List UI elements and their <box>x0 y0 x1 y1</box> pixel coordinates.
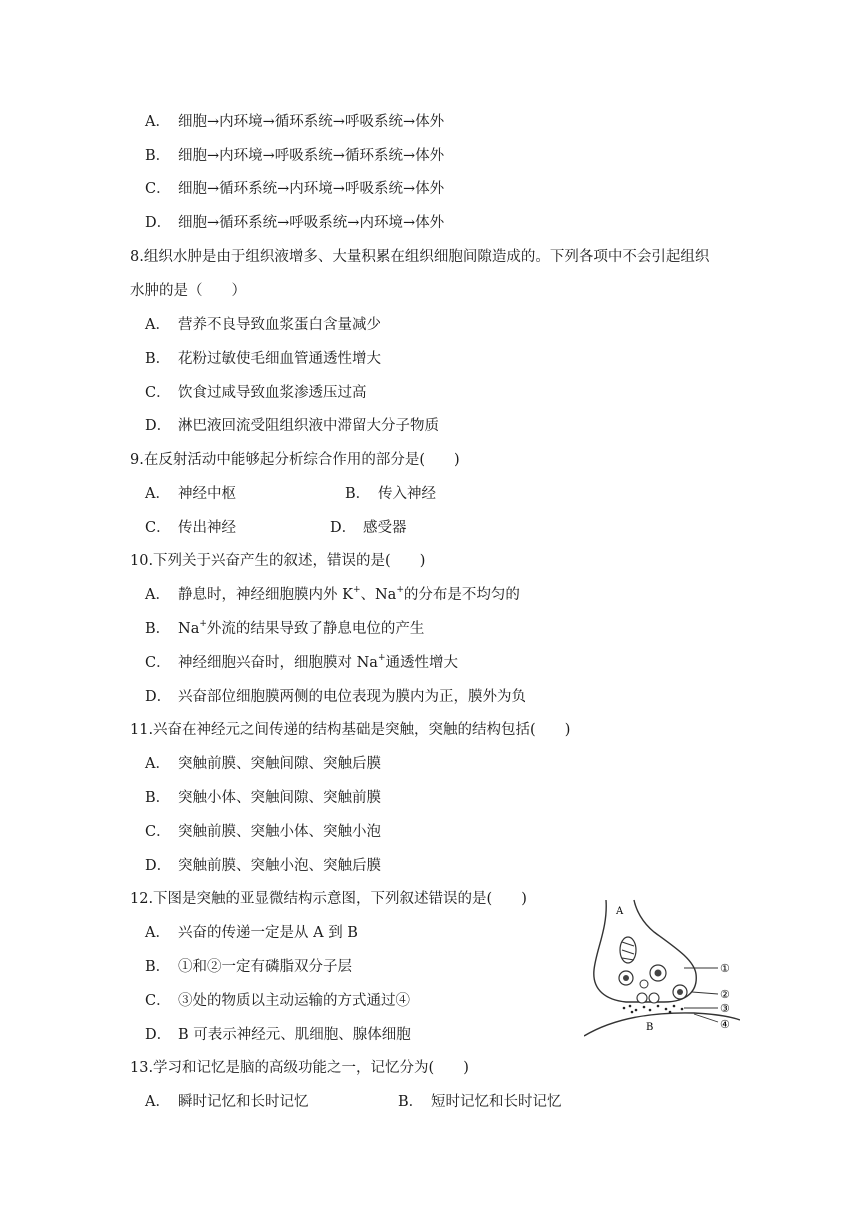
q8-stem-line2: 水肿的是（ ） <box>130 283 246 299</box>
q11-option-c: C． 突触前膜、突触小体、突触小泡 <box>145 824 381 840</box>
q8-stem-line1: 8.组织水肿是由于组织液增多、大量积累在组织细胞间隙造成的。下列各项中不会引起组织 <box>130 249 710 265</box>
mark-2: ② <box>720 988 730 1001</box>
q10-option-b: B． Na+外流的结果导致了静息电位的产生 <box>145 619 425 637</box>
q10-option-d: D． 兴奋部位细胞膜两侧的电位表现为膜内为正，膜外为负 <box>145 689 526 705</box>
mark-1: ① <box>720 962 730 975</box>
neurotransmitter-dots <box>623 1005 684 1014</box>
q8-option-c: C． 饮食过咸导致血浆渗透压过高 <box>145 385 367 401</box>
q7-option-d: D． 细胞→循环系统→呼吸系统→内环境→体外 <box>145 215 445 231</box>
q11-option-a: A． 突触前膜、突触间隙、突触后膜 <box>145 756 381 772</box>
q13-option-a: A． 瞬时记忆和长时记忆 <box>145 1094 309 1110</box>
q9-option-d: D． 感受器 <box>330 520 407 536</box>
q10-option-a: A． 静息时，神经细胞膜内外 K+、Na+的分布是不均匀的 <box>145 585 520 603</box>
label-b: B <box>646 1022 654 1033</box>
q11-option-d: D． 突触前膜、突触小泡、突触后膜 <box>145 858 381 874</box>
q9-option-b: B． 传入神经 <box>345 486 436 502</box>
q12-option-d: D． B 可表示神经元、肌细胞、腺体细胞 <box>145 1027 411 1043</box>
q7-option-c: C． 细胞→循环系统→内环境→呼吸系统→体外 <box>145 181 445 197</box>
synaptic-vesicle <box>649 993 659 1003</box>
postsynaptic-membrane <box>584 1013 740 1036</box>
q11-option-b: B． 突触小体、突触间隙、突触前膜 <box>145 790 381 806</box>
q12-option-c: C． ③处的物质以主动运输的方式通过④ <box>145 993 410 1009</box>
q11-stem: 11.兴奋在神经元之间传递的结构基础是突触，突触的结构包括( ) <box>130 722 571 738</box>
q12-stem: 12.下图是突触的亚显微结构示意图，下列叙述错误的是( ) <box>130 891 527 907</box>
mark-4: ④ <box>720 1018 730 1031</box>
mark-3: ③ <box>720 1002 730 1015</box>
q7-option-a: A． 细胞→内环境→循环系统→呼吸系统→体外 <box>145 114 445 130</box>
q8-option-b: B． 花粉过敏使毛细血管通透性增大 <box>145 351 381 367</box>
q10-stem: 10.下列关于兴奋产生的叙述，错误的是( ) <box>130 553 426 569</box>
q8-option-d: D． 淋巴液回流受阻组织液中滞留大分子物质 <box>145 418 439 434</box>
synapse-diagram <box>584 898 740 1040</box>
synaptic-vesicle <box>637 993 647 1003</box>
q13-stem: 13.学习和记忆是脑的高级功能之一，记忆分为( ) <box>130 1060 469 1076</box>
q12-option-b: B． ①和②一定有磷脂双分子层 <box>145 959 352 975</box>
q13-option-b: B． 短时记忆和长时记忆 <box>398 1094 562 1110</box>
q12-option-a: A． 兴奋的传递一定是从 A 到 B <box>145 925 358 941</box>
q9-option-a: A． 神经中枢 <box>145 486 236 502</box>
q9-stem: 9.在反射活动中能够起分析综合作用的部分是( ) <box>130 452 460 468</box>
q9-option-c: C． 传出神经 <box>145 520 236 536</box>
q10-option-c: C． 神经细胞兴奋时，细胞膜对 Na+通透性增大 <box>145 653 458 671</box>
q7-option-b: B． 细胞→内环境→呼吸系统→循环系统→体外 <box>145 148 445 164</box>
q8-option-a: A． 营养不良导致血浆蛋白含量减少 <box>145 317 381 333</box>
label-a: A <box>616 906 624 917</box>
